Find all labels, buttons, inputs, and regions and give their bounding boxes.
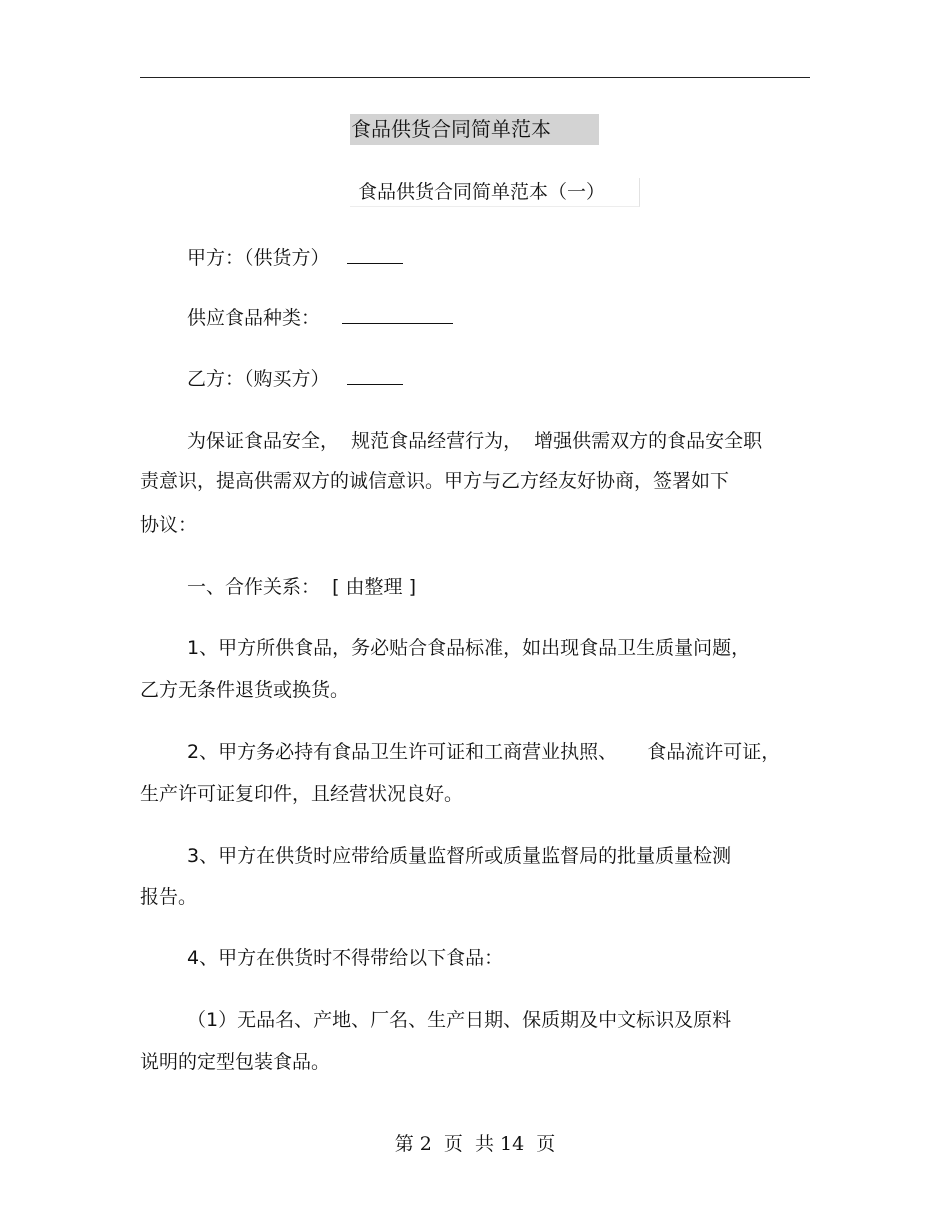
party-b-field [187,367,403,391]
section-1-heading: 一、合作关系： [ 由整理 ] [187,576,416,598]
item-1-line-2: 说明的定型包装食品。 [140,1051,331,1073]
clause-2-line-2: 生产许可证复印件，且经营状况良好。 [140,783,464,805]
food-type-blank [342,306,453,324]
header-rule [140,77,810,78]
clause-4-line-1: 4、甲方在供货时不得带给以下食品： [187,947,504,969]
intro-line-2: 责意识，提高供需双方的诚信意识。甲方与乙方经友好协商，签署如下 [140,470,730,492]
party-a-label: 甲方：（供货方） [187,247,330,269]
clause-3-line-2: 报告。 [140,886,198,908]
intro-line-1: 为保证食品安全， 规范食品经营行为， 增强供需双方的食品安全职 [187,430,763,452]
clause-2-line-1: 2、甲方务必持有食品卫生许可证和工商营业执照、 食品流许可证， [187,741,781,763]
party-a-blank [347,246,403,264]
clause-1-line-2: 乙方无条件退货或换货。 [140,679,350,701]
clause-1-line-1: 1、甲方所供食品，务必贴合食品标准，如出现食品卫生质量问题， [187,637,751,659]
intro-line-3: 协议： [140,514,198,536]
party-a-field [187,246,403,270]
document-subtitle: 食品供货合同简单范本（一） [358,181,606,203]
food-type-field [187,306,453,330]
item-1-line-1: （1）无品名、产地、厂名、生产日期、保质期及中文标识及原料 [187,1009,732,1031]
party-b-label: 乙方：（购买方） [187,368,330,390]
party-b-blank [347,367,403,385]
page-number: 第 2 页 共 14 页 [394,1133,556,1155]
clause-3-line-1: 3、甲方在供货时应带给质量监督所或质量监督局的批量质量检测 [187,845,732,867]
document-title: 食品供货合同简单范本 [351,117,551,141]
food-type-label: 供应食品种类： [187,307,321,329]
